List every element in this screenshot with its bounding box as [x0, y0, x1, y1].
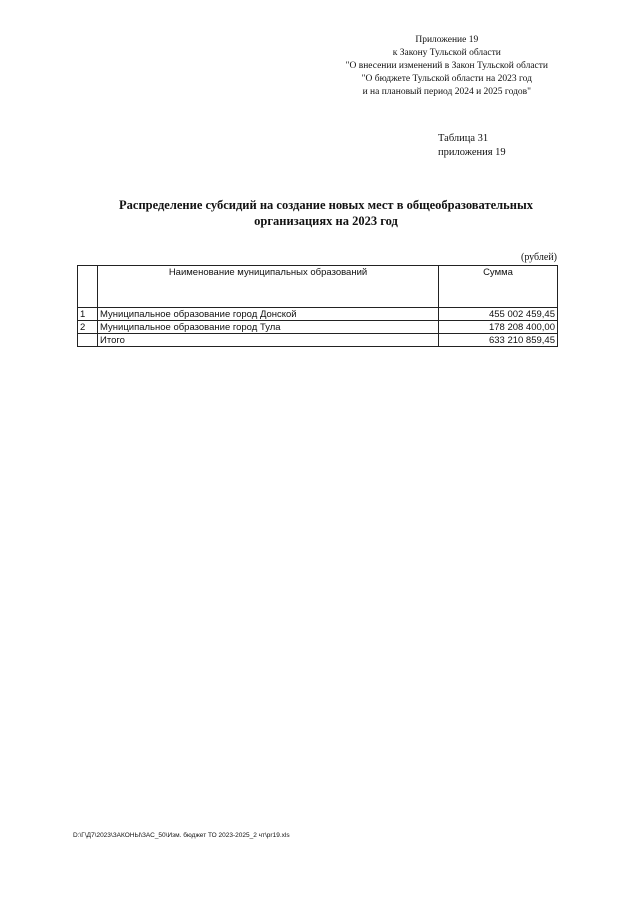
title-line-2: организациях на 2023 год [254, 214, 398, 228]
table-row [78, 308, 558, 321]
header-number [78, 266, 98, 308]
appendix-line: "О бюджете Тульской области на 2023 год [361, 74, 532, 84]
appendix-line: Приложение 19 [415, 35, 479, 45]
document-title [60, 197, 592, 229]
row-number: 1 [78, 308, 98, 321]
header-amount: Сумма [439, 266, 558, 308]
table-row [78, 321, 558, 334]
appendix-line: "О внесении изменений в Закон Тульской области [345, 61, 548, 71]
row-number [78, 334, 98, 347]
total-label: Итого [98, 334, 439, 347]
row-amount: 178 208 400,00 [439, 321, 558, 334]
file-path-footer: D:\Г\Д7\2023\ЗАКОНЫ\ЗАС_50\Изм. бюджет ТО 2023-2025_2 чт\pr19.xls [73, 832, 290, 839]
row-amount: 455 002 459,45 [439, 308, 558, 321]
table-number: Таблица 31 [438, 133, 489, 144]
total-row [78, 334, 558, 347]
row-municipality: Муниципальное образование город Донской [98, 308, 439, 321]
table-header-row [78, 266, 558, 308]
appendix-line: к Закону Тульской области [392, 48, 501, 58]
title-line-1: Распределение субсидий на создание новых мест в общеобразовательных [119, 198, 533, 212]
currency-unit-note: (рублей) [520, 252, 557, 263]
row-number: 2 [78, 321, 98, 334]
row-municipality: Муниципальное образование город Тула [98, 321, 439, 334]
subsidies-table [77, 265, 558, 347]
total-amount: 633 210 859,45 [439, 334, 558, 347]
table-appendix-ref: приложения 19 [438, 147, 506, 158]
appendix-header [346, 34, 548, 99]
appendix-line: и на плановый период 2024 и 2025 годов" [362, 87, 532, 97]
header-municipality: Наименование муниципальных образований [98, 266, 439, 308]
table-reference [438, 132, 506, 160]
